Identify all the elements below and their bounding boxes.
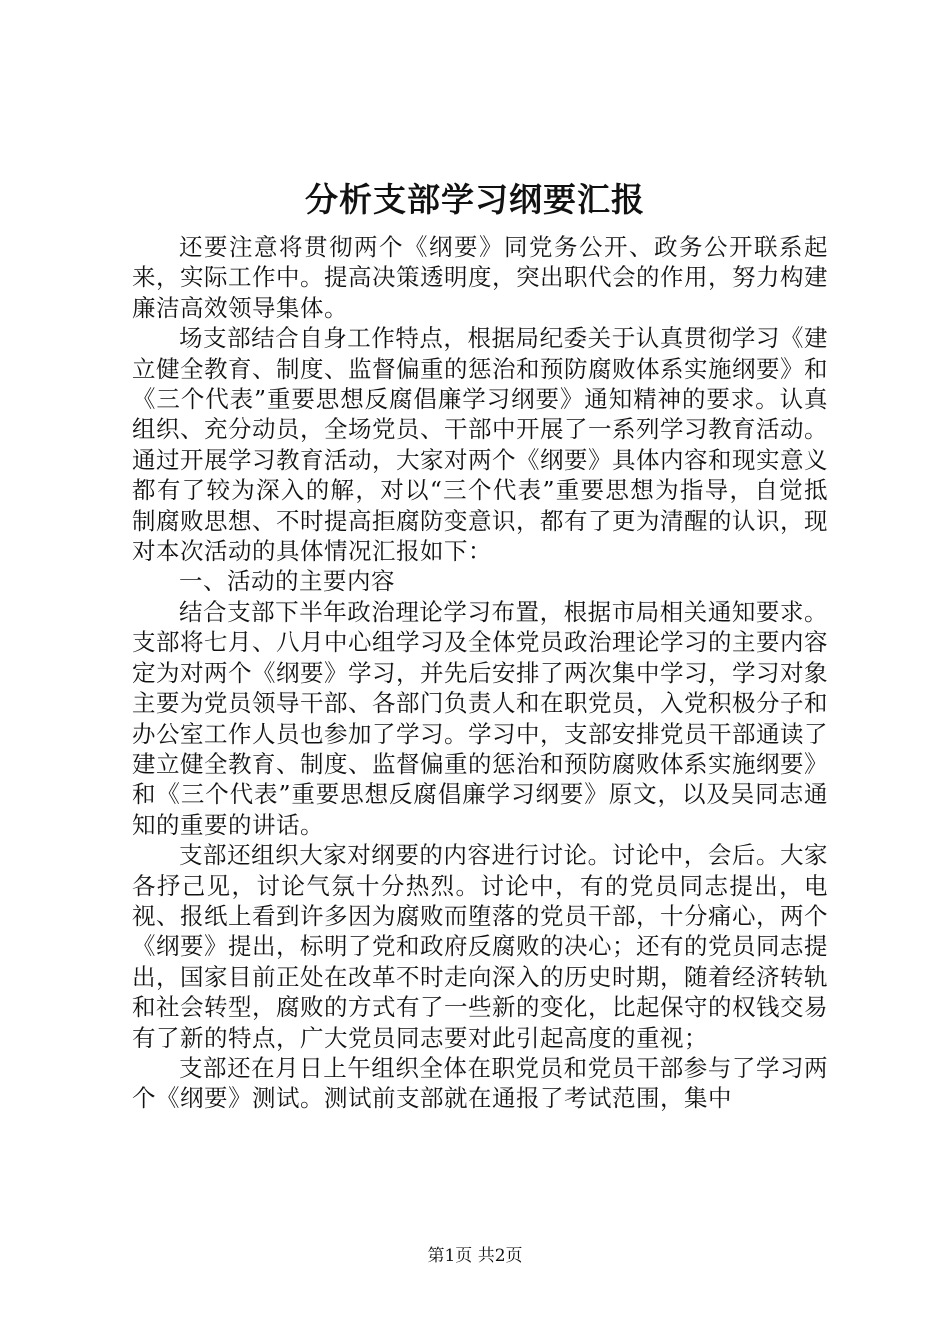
document-body	[132, 232, 828, 1114]
section-heading-1: 一、活动的主要内容	[179, 567, 395, 596]
paragraph-3: 结合支部下半年政治理论学习布置，根据市局相关通知要求。支部将七月、八月中心组学习及全体党员政治理论学习的主要内容定为对两个《纲要》学习，并先后安排了两次集中学习，学习对象主要为党员领导干部、各部门负责人和在职党员，入党积极分子和办公室工作人员也参加了学习。学习中，支部安排党员干部通读了建立健全教育、制度、监督偏重的惩治和预防腐败体系实施纲要》和《三个代表”重要思想反腐倡廉学习纲要》原文，以及吴同志通知的重要的讲话。	[132, 597, 828, 839]
paragraph-5: 支部还在月日上午组织全体在职党员和党员干部参与了学习两个《纲要》测试。测试前支部就在通报了考试范围，集中	[132, 1053, 828, 1113]
paragraph-4: 支部还组织大家对纲要的内容进行讨论。讨论中，会后。大家各抒己见，讨论气氛十分热烈。讨论中，有的党员同志提出，电视、报纸上看到许多因为腐败而堕落的党员干部，十分痛心，两个《纲要》提出，标明了党和政府反腐败的决心；还有的党员同志提出，国家目前正处在改革不时走向深入的历史时期，随着经济转轨和社会转型，腐败的方式有了一些新的变化，比起保守的权钱交易有了新的特点，广大党员同志要对此引起高度的重视；	[132, 841, 828, 1052]
paragraph-1: 还要注意将贯彻两个《纲要》同党务公开、政务公开联系起来，实际工作中。提高决策透明度，突出职代会的作用，努力构建廉洁高效领导集体。	[132, 233, 828, 322]
document-title: 分析支部学习纲要汇报	[305, 180, 645, 219]
page-number-footer: 第1页 共2页	[427, 1246, 523, 1266]
paragraph-2: 场支部结合自身工作特点，根据局纪委关于认真贯彻学习《建立健全教育、制度、监督偏重的惩治和预防腐败体系实施纲要》和《三个代表”重要思想反腐倡廉学习纲要》通知精神的要求。认真组织、充分动员，全场党员、干部中开展了一系列学习教育活动。通过开展学习教育活动，大家对两个《纲要》具体内容和现实意义都有了较为深入的解，对以“三个代表”重要思想为指导，自觉抵制腐败思想、不时提高拒腐防变意识，都有了更为清醒的认识，现对本次活动的具体情况汇报如下：	[132, 324, 828, 566]
